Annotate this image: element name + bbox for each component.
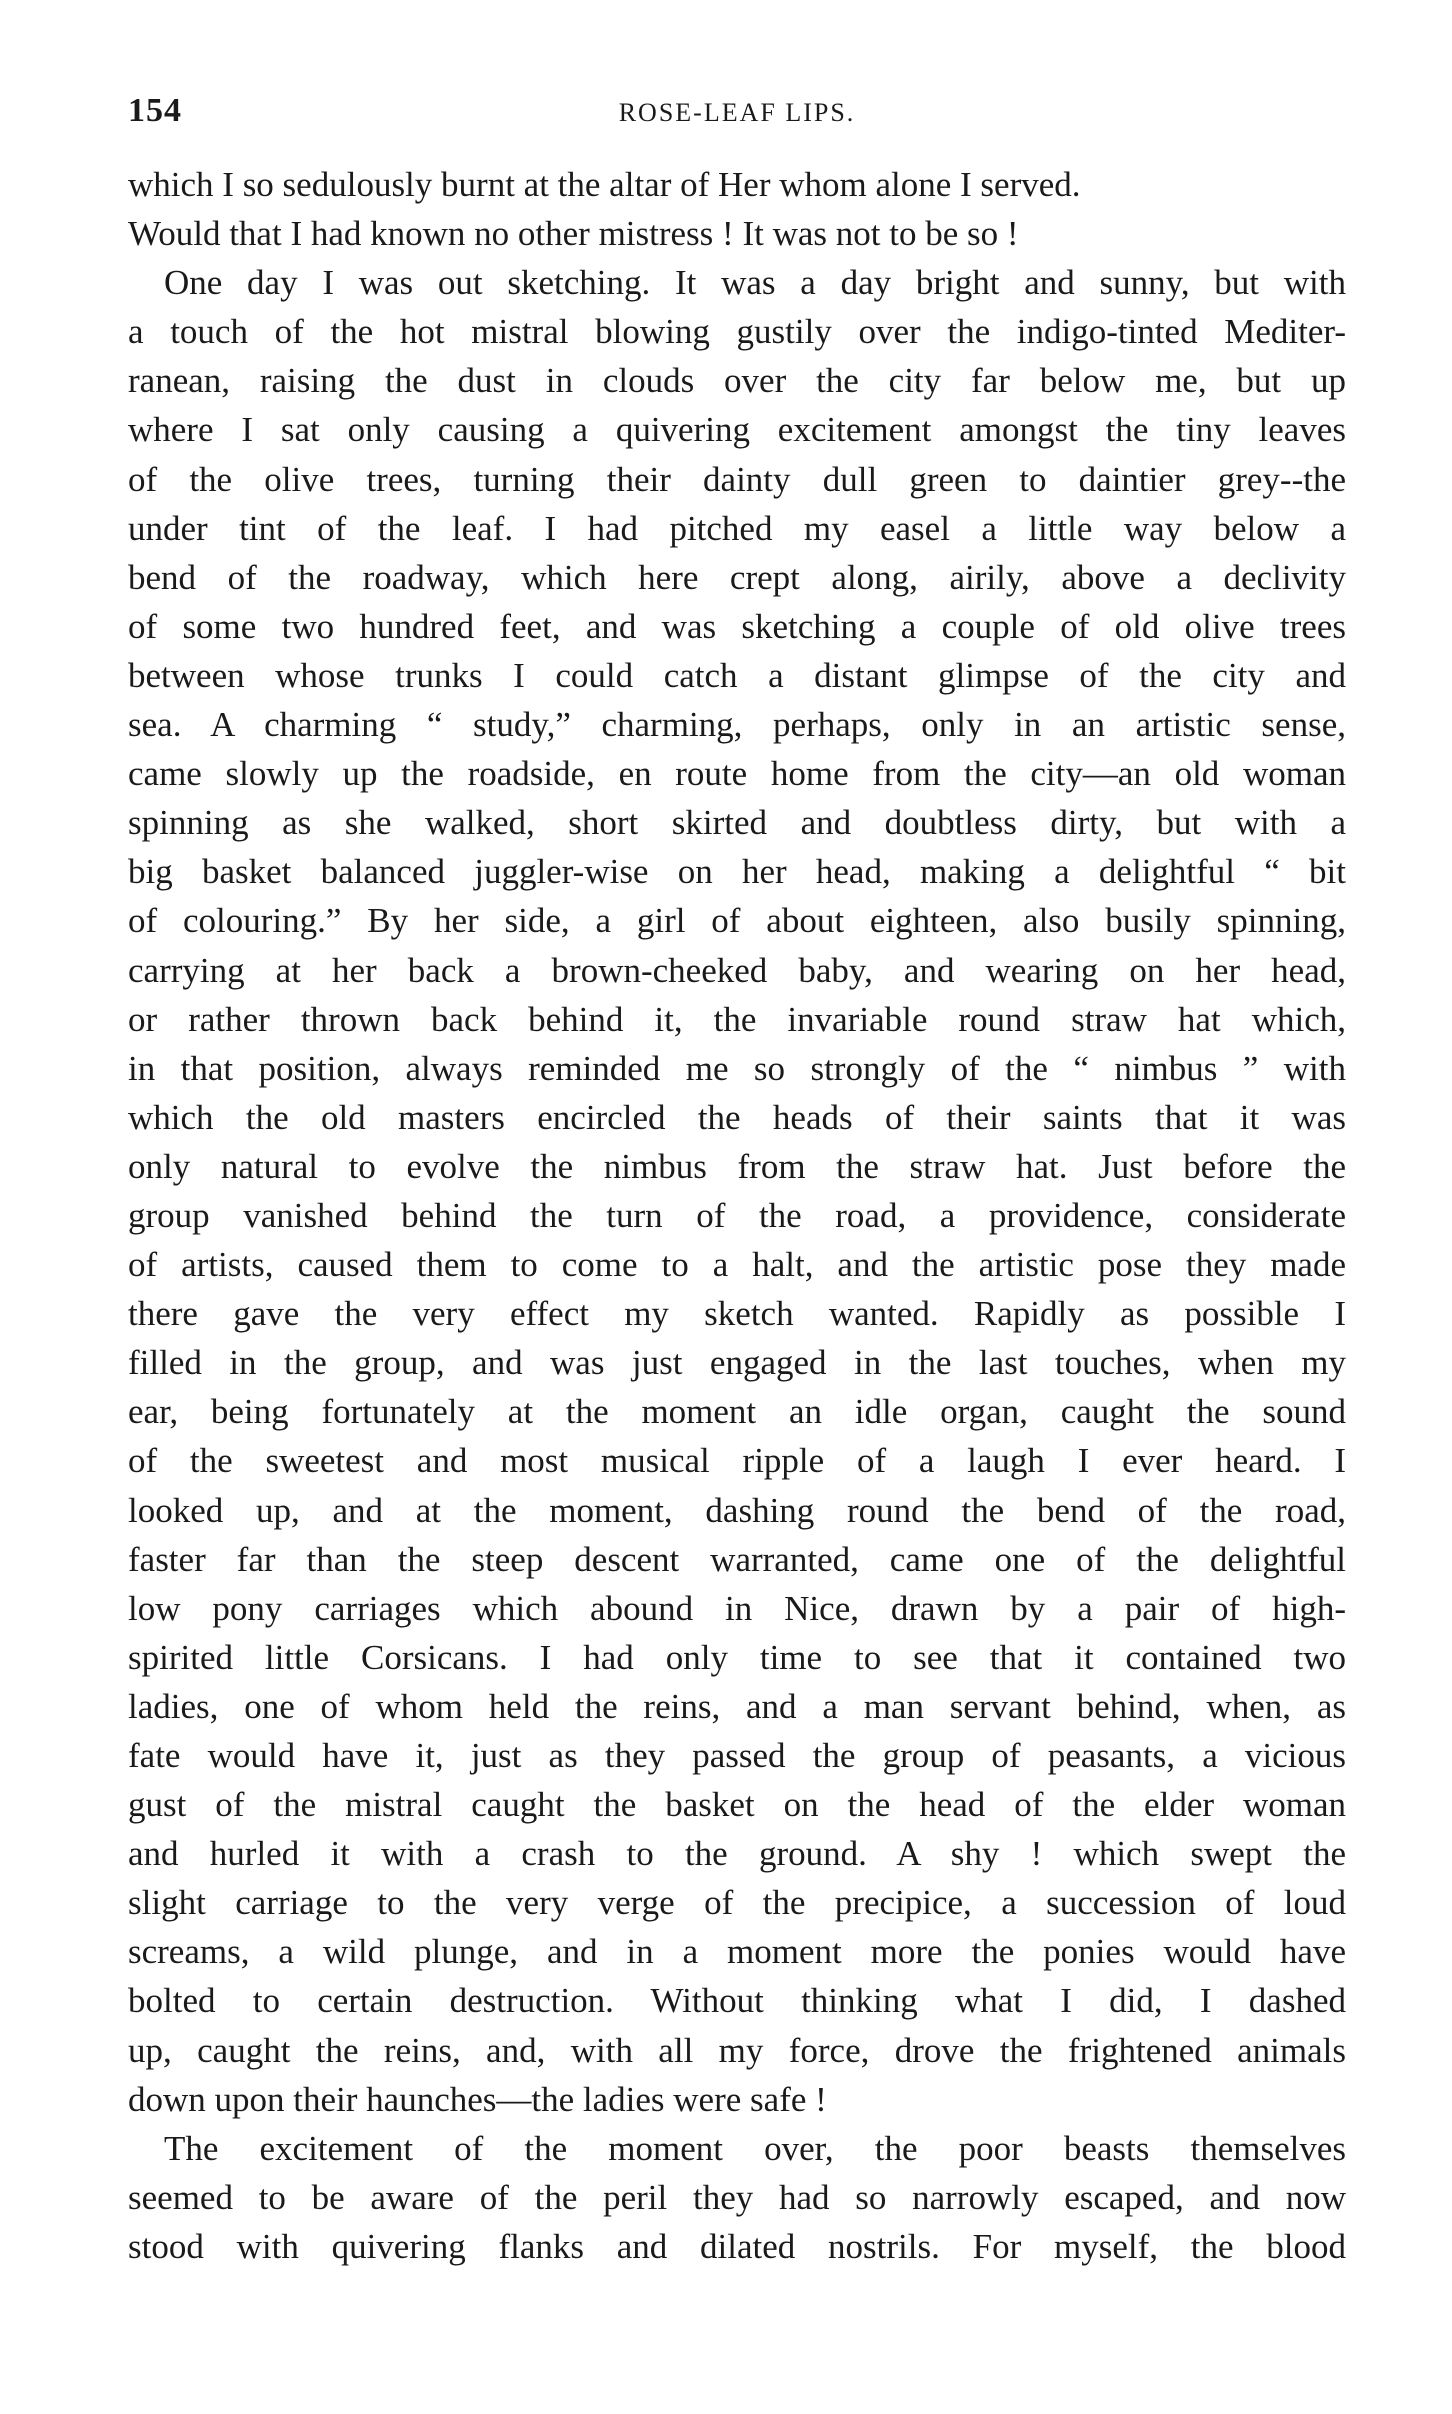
text-line: up, caught the reins, and, with all my force, drove the frightened animals	[128, 2030, 1346, 2070]
text-line: down upon their haunches—the ladies were safe !	[128, 2079, 827, 2119]
text-line: sea. A charming “ study,” charming, perhaps, only in an artistic sense,	[128, 705, 1346, 745]
text-line: spinning as she walked, short skirted and doubtless dirty, but with a	[128, 803, 1346, 843]
text-line: and hurled it with a crash to the ground. A shy ! which swept the	[128, 1834, 1346, 1874]
text-line: looked up, and at the moment, dashing round the bend of the road,	[128, 1490, 1346, 1530]
text-line: only natural to evolve the nimbus from the straw hat. Just before the	[128, 1146, 1346, 1186]
text-line: which the old masters encircled the heads of their saints that it was	[128, 1097, 1346, 1137]
text-line: low pony carriages which abound in Nice, drawn by a pair of high-	[128, 1588, 1346, 1628]
text-line: under tint of the leaf. I had pitched my easel a little way below a	[128, 508, 1346, 548]
text-line: faster far than the steep descent warranted, came one of the delightful	[128, 1539, 1346, 1579]
text-line: seemed to be aware of the peril they had so narrowly escaped, and now	[128, 2177, 1346, 2217]
running-title: ROSE-LEAF LIPS.	[618, 98, 856, 127]
text-line: of some two hundred feet, and was sketching a couple of old olive trees	[128, 606, 1346, 646]
text-line: ear, being fortunately at the moment an idle organ, caught the sound	[128, 1392, 1346, 1432]
text-line: gust of the mistral caught the basket on the head of the elder woman	[128, 1785, 1346, 1825]
text-line: between whose trunks I could catch a distant glimpse of the city and	[128, 655, 1346, 695]
text-line: a touch of the hot mistral blowing gustily over the indigo-tinted Mediter-	[128, 312, 1346, 352]
text-line: of the olive trees, turning their dainty dull green to daintier grey--the	[128, 459, 1346, 499]
text-line: One day I was out sketching. It was a day bright and sunny, but with	[164, 263, 1346, 303]
body-text	[128, 160, 1346, 2271]
text-line: filled in the group, and was just engaged in the last touches, when my	[128, 1343, 1346, 1383]
text-line: which I so sedulously burnt at the altar of Her whom alone I served.	[128, 165, 1081, 204]
text-line: ladies, one of whom held the reins, and a man servant behind, when, as	[128, 1686, 1346, 1726]
text-line: came slowly up the roadside, en route home from the city—an old woman	[128, 754, 1346, 794]
text-line: spirited little Corsicans. I had only time to see that it contained two	[128, 1637, 1346, 1677]
text-line: slight carriage to the very verge of the precipice, a succession of loud	[128, 1883, 1346, 1923]
text-line: fate would have it, just as they passed the group of peasants, a vicious	[128, 1736, 1346, 1775]
text-line: Would that I had known no other mistress ! It was not to be so !	[128, 214, 1019, 254]
text-line: stood with quivering flanks and dilated nostrils. For myself, the blood	[128, 2226, 1346, 2266]
page-header	[128, 92, 1346, 136]
text-line: bolted to certain destruction. Without thinking what I did, I dashed	[128, 1981, 1346, 2021]
text-line: of the sweetest and most musical ripple of a laugh I ever heard. I	[128, 1441, 1346, 1481]
text-line: The excitement of the moment over, the poor beasts themselves	[164, 2128, 1346, 2168]
text-line: screams, a wild plunge, and in a moment more the ponies would have	[128, 1932, 1346, 1972]
text-line: where I sat only causing a quivering excitement amongst the tiny leaves	[128, 410, 1346, 450]
text-line: big basket balanced juggler-wise on her head, making a delightful “ bit	[128, 852, 1346, 892]
text-line: carrying at her back a brown-cheeked baby, and wearing on her head,	[128, 950, 1346, 990]
text-line: there gave the very effect my sketch wanted. Rapidly as possible I	[128, 1294, 1346, 1334]
text-line: ranean, raising the dust in clouds over the city far below me, but up	[128, 361, 1346, 401]
text-line: of artists, caused them to come to a halt, and the artistic pose they made	[128, 1245, 1346, 1285]
page-number: 154	[128, 92, 182, 129]
text-line: of colouring.” By her side, a girl of about eighteen, also busily spinning,	[128, 901, 1346, 941]
text-line: group vanished behind the turn of the road, a providence, considerate	[128, 1195, 1346, 1235]
text-line: or rather thrown back behind it, the invariable round straw hat which,	[128, 999, 1346, 1039]
text-line: bend of the roadway, which here crept along, airily, above a declivity	[128, 557, 1346, 597]
text-line: in that position, always reminded me so strongly of the “ nimbus ” with	[128, 1048, 1346, 1088]
